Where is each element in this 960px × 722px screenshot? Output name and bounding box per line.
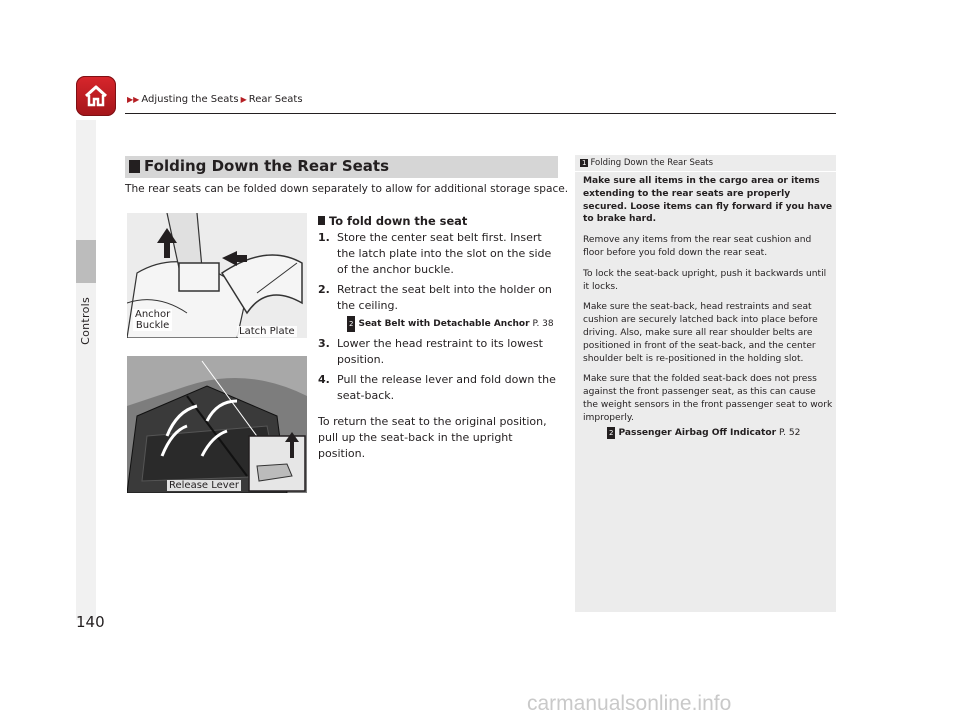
page-number: 140 (76, 613, 105, 631)
note-divider (575, 171, 836, 172)
section-square-icon (129, 160, 140, 173)
step-number: 3. (318, 337, 330, 350)
procedure-subhead-text: To fold down the seat (329, 214, 468, 228)
note-panel (575, 155, 836, 612)
procedure (318, 213, 563, 462)
note-ref-icon: 1 (582, 159, 587, 167)
note-paragraph: Make sure that the folded seat-back does not press against the front passenger seat, as this can cause the weight sensors in the front passenger seat to work improperly. (583, 374, 833, 423)
release-lever-label: Release Lever (169, 480, 239, 491)
note-cross-reference-link[interactable] (583, 427, 833, 440)
note-xref-page: P. 52 (779, 427, 801, 438)
note-body (583, 175, 833, 439)
procedure-subhead (318, 213, 563, 229)
section-intro: The rear seats can be folded down separately to allow for additional storage space. (125, 183, 569, 195)
return-instructions: To return the seat to the original position, pull up the seat-back in the upright position. (318, 415, 547, 460)
procedure-step (318, 230, 563, 278)
subhead-square-icon (318, 216, 325, 225)
home-button[interactable] (76, 76, 116, 116)
note-paragraph: To lock the seat-back upright, push it backwards until it locks. (583, 268, 827, 292)
note-title-text: Folding Down the Rear Seats (590, 158, 714, 168)
xref-page: P. 38 (532, 319, 554, 329)
procedure-step (318, 372, 563, 404)
step-text: Pull the release lever and fold down the seat-back. (337, 373, 556, 402)
chapter-tab[interactable] (76, 240, 96, 283)
step-text: Store the center seat belt first. Insert the latch plate into the slot on the side of the anchor buckle. (337, 231, 552, 276)
section-title: Folding Down the Rear Seats (144, 157, 390, 175)
note-paragraph: Make sure the seat-back, head restraints and seat cushion are securely latched back into place before driving. Also, make sure all rear shoulder belts are positioned in front of the seat-back, and the center shoulder belt is re-positioned in the holding slot. (583, 302, 818, 364)
figure-release-lever (127, 356, 307, 493)
watermark: carmanualsonline.info (527, 692, 732, 715)
note-xref-label: Passenger Airbag Off Indicator (618, 427, 777, 438)
sidebar-strip (76, 120, 96, 620)
step-text: Retract the seat belt into the holder on the ceiling. (337, 283, 552, 312)
procedure-step (318, 282, 563, 314)
step-text: Lower the head restraint to its lowest position. (337, 337, 543, 366)
breadcrumb (125, 94, 303, 105)
breadcrumb-item[interactable]: Adjusting the Seats (141, 94, 239, 105)
figure-seat-belt-anchor (127, 213, 307, 338)
anchor-buckle-label: Anchor Buckle (135, 309, 171, 331)
section-heading (125, 156, 558, 178)
xref-arrow-icon: 2 (347, 316, 355, 332)
home-icon (82, 82, 110, 110)
xref-arrow-icon: 2 (607, 427, 615, 440)
breadcrumb-arrow-icon: ▶ (240, 95, 247, 104)
breadcrumb-item[interactable]: Rear Seats (248, 94, 303, 105)
chapter-label: Controls (79, 297, 92, 345)
step-number: 1. (318, 231, 330, 244)
note-title (580, 158, 713, 168)
procedure-step (318, 336, 563, 368)
header-divider (125, 113, 836, 114)
latch-plate-label: Latch Plate (239, 326, 295, 337)
cross-reference-link[interactable] (347, 316, 563, 332)
step-number: 4. (318, 373, 330, 386)
note-paragraph: Remove any items from the rear seat cushion and floor before you fold down the rear seat. (583, 235, 812, 258)
breadcrumb-arrow-icon: ▶▶ (127, 95, 140, 104)
step-number: 2. (318, 283, 330, 296)
rear-seat-illustration (127, 356, 307, 493)
note-warning: Make sure all items in the cargo area or items extending to the rear seats are properly secured. Loose items can fly forward if you have to brake hard. (583, 176, 833, 225)
xref-label: Seat Belt with Detachable Anchor (358, 319, 530, 329)
